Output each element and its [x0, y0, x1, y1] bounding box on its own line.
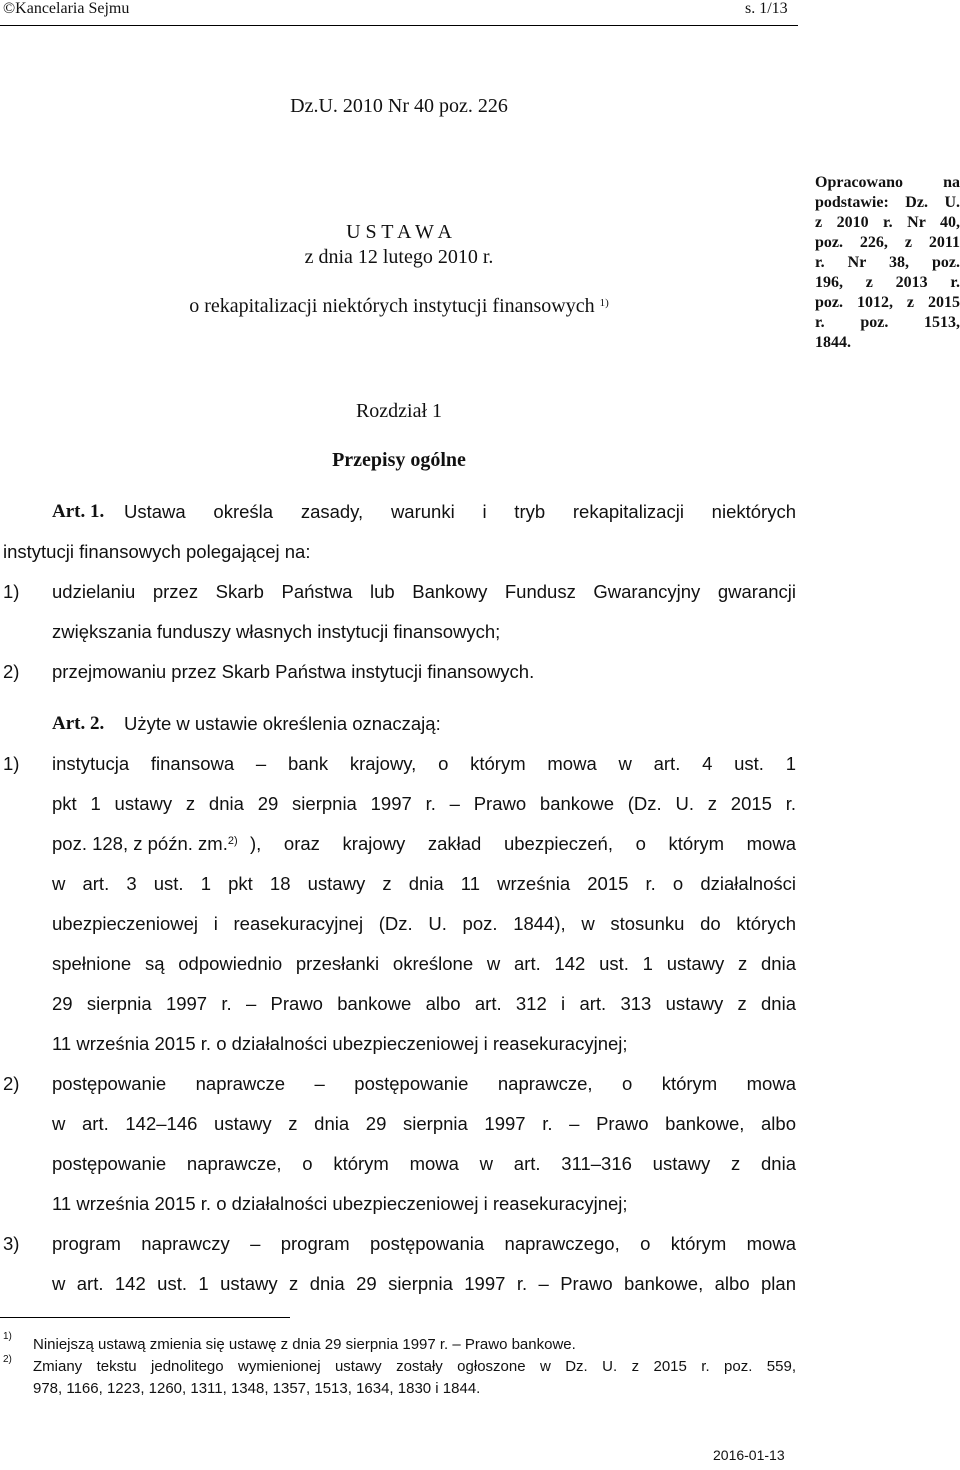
point-number: 1) — [3, 581, 20, 602]
source-note-line: poz. 226, z 2011 — [815, 234, 960, 251]
chapter-title: Przepisy ogólne — [332, 449, 466, 471]
point-line: spełnione są odpowiednio przesłanki określone w art. 142 ust. 1 ustawy z dnia — [52, 953, 796, 974]
footnote-mark: 1) — [3, 1331, 12, 1342]
point-line: postępowanie naprawcze – postępowanie naprawcze, o którym mowa — [52, 1073, 796, 1094]
article-1-label: Art. 1. — [52, 501, 105, 522]
point-number: 2) — [3, 661, 20, 682]
point-line: 11 września 2015 r. o działalności ubezpieczeniowej i reasekuracyjnej; — [52, 1193, 628, 1214]
source-note-line: z 2010 r. Nr 40, — [815, 214, 960, 231]
doc-reference: Dz.U. 2010 Nr 40 poz. 226 — [290, 95, 508, 117]
doc-date: z dnia 12 lutego 2010 r. — [304, 246, 494, 268]
point-line: ubezpieczeniowej i reasekuracyjnej (Dz. U. poz. 1844), w stosunku do których — [52, 913, 796, 934]
point-number: 1) — [3, 753, 20, 774]
header-page-number: s. 1/13 — [745, 0, 788, 17]
point-line: zwiększania funduszy własnych instytucji finansowych; — [52, 621, 501, 642]
source-note-line: podstawie: Dz. U. — [815, 194, 960, 211]
point-line: w art. 142–146 ustawy z dnia 29 sierpnia 1997 r. – Prawo bankowe, albo — [52, 1113, 796, 1134]
point-number: 2) — [3, 1073, 20, 1094]
article-1-line: Ustawa określa zasady, warunki i tryb rekapitalizacji niektórych — [124, 501, 796, 522]
point-line: postępowanie naprawcze, o którym mowa w art. 311–316 ustawy z dnia — [52, 1153, 796, 1174]
source-note — [815, 173, 960, 353]
footer-date: 2016-01-13 — [713, 1447, 785, 1463]
source-note-line: 196, z 2013 r. — [815, 274, 960, 291]
header-rule — [0, 25, 798, 26]
point-line: udzielaniu przez Skarb Państwa lub Bankowy Fundusz Gwarancyjny gwarancji — [52, 581, 796, 602]
footnote-mark: 2) — [3, 1354, 12, 1365]
source-note-line: r. Nr 38, poz. — [815, 254, 960, 271]
point-line — [52, 833, 238, 855]
footnote-text: Niniejszą ustawą zmienia się ustawę z dnia 29 sierpnia 1997 r. – Prawo bankowe. — [33, 1336, 576, 1353]
point-line: program naprawczy – program postępowania naprawczego, o którym mowa — [52, 1233, 796, 1254]
point-line: w art. 142 ust. 1 ustawy z dnia 29 sierpnia 1997 r. – Prawo bankowe, albo plan — [52, 1273, 796, 1294]
article-2-label: Art. 2. — [52, 713, 105, 734]
point-line-segment: ), oraz krajowy zakład ubezpieczeń, o którym mowa — [250, 833, 796, 854]
point-line: pkt 1 ustawy z dnia 29 sierpnia 1997 r. – Prawo bankowe (Dz. U. z 2015 r. — [52, 793, 796, 814]
doc-title — [0, 295, 798, 318]
article-1-line: instytucji finansowych polegającej na: — [3, 541, 311, 562]
source-note-line: r. poz. 1513, — [815, 314, 960, 331]
point-line: instytucja finansowa – bank krajowy, o którym mowa w art. 4 ust. 1 — [52, 753, 796, 774]
footnote-ref[interactable]: 2) — [227, 835, 238, 847]
doc-title-text: o rekapitalizacji niektórych instytucji finansowych — [189, 295, 595, 317]
doc-title-footnote-ref[interactable]: 1) — [599, 297, 609, 309]
chapter-number: Rozdział 1 — [355, 400, 443, 422]
header-publisher: ©Kancelaria Sejmu — [3, 0, 130, 17]
footnote-text: 978, 1166, 1223, 1260, 1311, 1348, 1357, 1513, 1634, 1830 i 1844. — [33, 1380, 481, 1397]
point-line-segment: poz. 128, z późn. zm. — [52, 833, 228, 854]
point-line: 11 września 2015 r. o działalności ubezpieczeniowej i reasekuracyjnej; — [52, 1033, 628, 1054]
point-line: w art. 3 ust. 1 pkt 18 ustawy z dnia 11 września 2015 r. o działalności — [52, 873, 796, 894]
article-2-intro: Użyte w ustawie określenia oznaczają: — [124, 713, 441, 734]
doc-type: U S T A W A — [346, 221, 452, 243]
footnote-rule — [0, 1317, 290, 1318]
source-note-line: poz. 1012, z 2015 — [815, 294, 960, 311]
point-number: 3) — [3, 1233, 20, 1254]
footnote-text: Zmiany tekstu jednolitego wymienionej ustawy zostały ogłoszone w Dz. U. z 2015 r. poz. 559, — [33, 1358, 796, 1375]
source-note-line: 1844. — [815, 334, 851, 351]
source-note-line: Opracowano na — [815, 174, 960, 191]
point-line: przejmowaniu przez Skarb Państwa instytucji finansowych. — [52, 661, 535, 682]
point-line: 29 sierpnia 1997 r. – Prawo bankowe albo art. 312 i art. 313 ustawy z dnia — [52, 993, 796, 1014]
